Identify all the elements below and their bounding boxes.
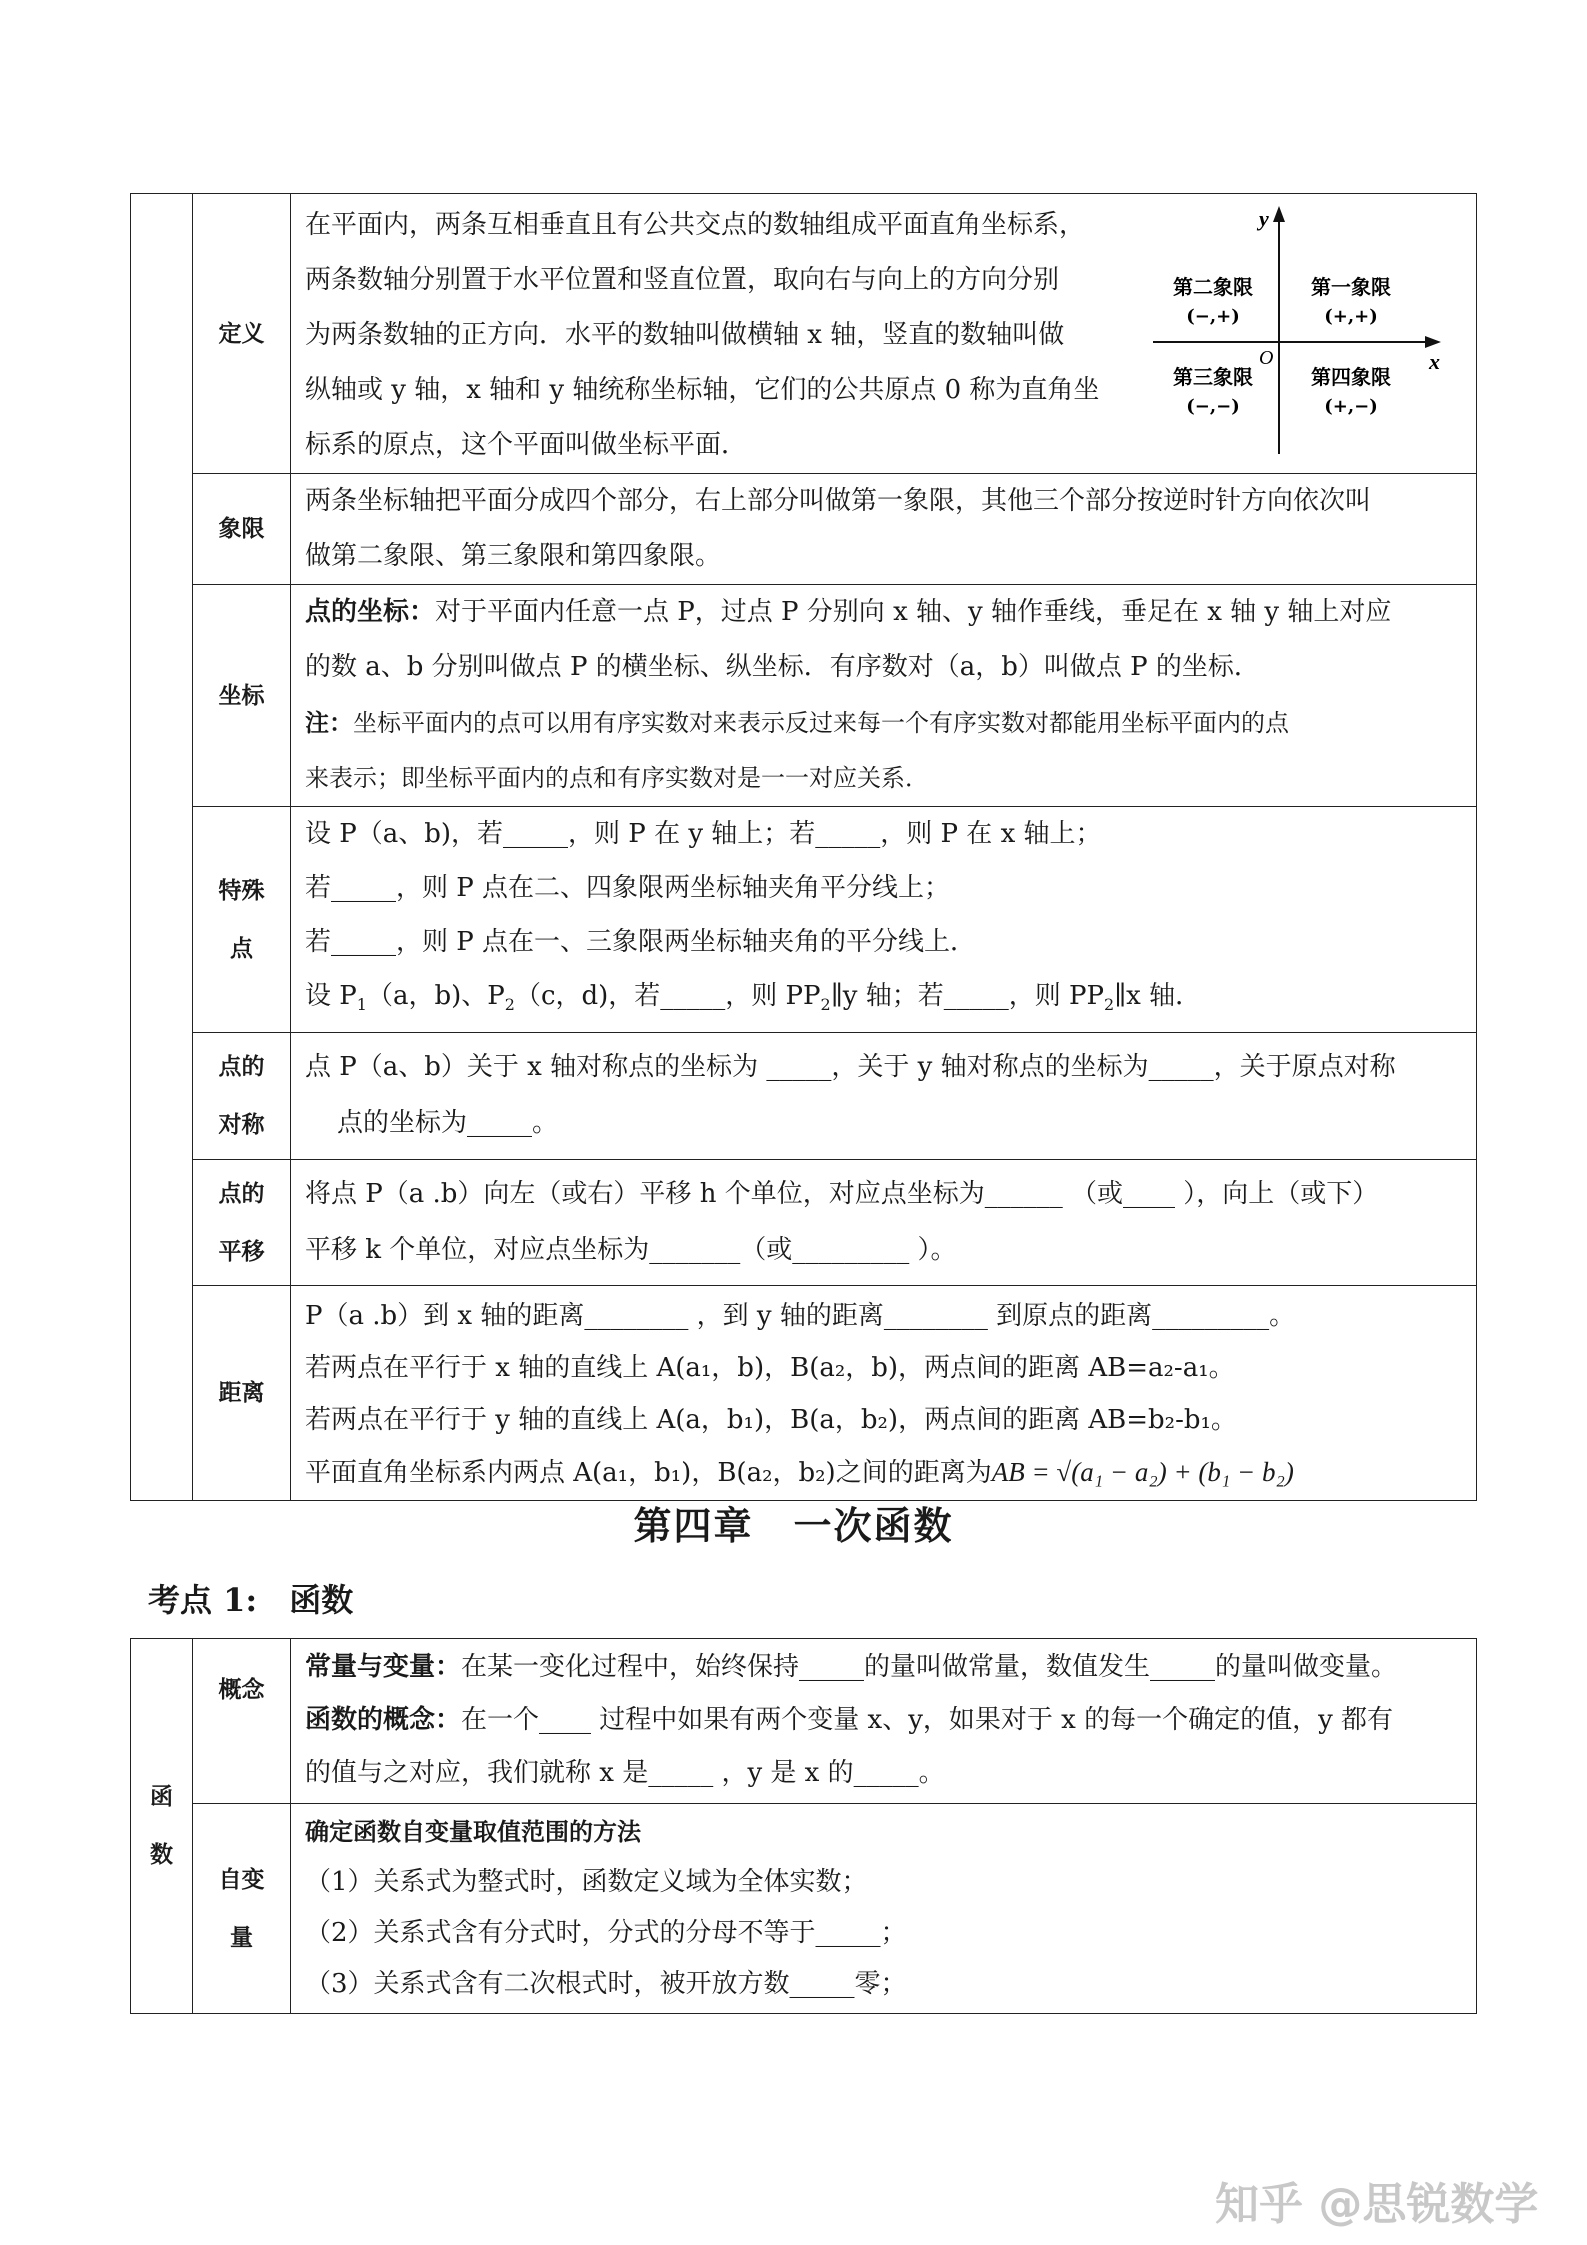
coordinate-text-3: 坐标平面内的点可以用有序实数对来表示反过来每一个有序实数对都能用坐标平面内的点 xyxy=(353,709,1289,737)
quadrant-content xyxy=(291,474,1477,585)
special-4f: P xyxy=(1086,981,1104,1011)
special-line-4 xyxy=(305,969,1462,1032)
row-label-definition: 定义 xyxy=(193,194,291,474)
row-label-distance: 距离 xyxy=(193,1286,291,1501)
coordinate-system-table xyxy=(130,193,1477,1501)
distance-line-1: P（a .b）到 x 轴的距离________ ，到 y 轴的距离________ 到原点的距离_________。 xyxy=(305,1301,1296,1332)
coordinate-line-1 xyxy=(305,585,1462,640)
table-row xyxy=(131,807,1477,1033)
special-label-b: 点 xyxy=(230,934,253,962)
symmetry-line-2: 点的坐标为_____。 xyxy=(337,1108,559,1139)
quadrant-3-name: 第三象限 xyxy=(1173,365,1253,389)
quadrant-4-name: 第四象限 xyxy=(1311,365,1391,389)
row-label-coordinate: 坐标 xyxy=(193,585,291,807)
outer-label-b: 数 xyxy=(150,1841,173,1868)
table-row xyxy=(131,1639,1477,1804)
definition-line-5: 标系的原点，这个平面叫做坐标平面． xyxy=(305,430,748,460)
coordinate-line-2: 的数 a、b 分别叫做点 P 的横坐标、纵坐标．有序数对（a，b）叫做点 P 的坐标． xyxy=(305,652,1260,682)
special-4b: （a，b)、P xyxy=(366,981,505,1011)
variable-label-a: 自变 xyxy=(218,1865,265,1893)
table-row xyxy=(131,1160,1477,1286)
table-row xyxy=(131,194,1477,474)
table-row xyxy=(131,585,1477,807)
definition-line-3: 为两条数轴的正方向．水平的数轴叫做横轴 x 轴，竖直的数轴叫做 xyxy=(305,320,1065,350)
special-4e: ∥y 轴；若_____，则 P xyxy=(830,981,1087,1011)
concept-text-2: 在一个____ 过程中如果有两个变量 x、y，如果对于 x 的每一个确定的值，y 都有 xyxy=(461,1705,1394,1735)
sub-2c: 2 xyxy=(1103,995,1115,1015)
coordinate-bold-2: 注： xyxy=(305,708,353,737)
special-4g: ∥x 轴． xyxy=(1114,981,1202,1011)
quadrant-diagram xyxy=(1151,204,1451,459)
coordinate-line-4: 来表示；即坐标平面内的点和有序实数对是一一对应关系． xyxy=(305,764,929,792)
variable-line-2: （2）关系式含有分式时，分式的分母不等于_____； xyxy=(305,1918,907,1948)
quadrant-line-2: 做第二象限、第三象限和第四象限。 xyxy=(305,541,722,571)
variable-label-b: 量 xyxy=(230,1923,253,1951)
special-line-2: 若_____，则 P 点在二、四象限两坐标轴夹角平分线上； xyxy=(305,873,951,903)
special-label-a: 特殊 xyxy=(218,876,265,904)
translation-line-2: 平移 k 个单位，对应点坐标为_______（或_________ ）。 xyxy=(305,1235,957,1266)
symmetry-content xyxy=(291,1033,1477,1160)
concept-bold-2: 函数的概念： xyxy=(305,1705,462,1735)
function-table xyxy=(130,1638,1477,2014)
quadrant-2-name: 第二象限 xyxy=(1173,275,1253,299)
definition-line-4: 纵轴或 y 轴，x 轴和 y 轴统称坐标轴，它们的公共原点 0 称为直角坐 xyxy=(305,375,1100,405)
coordinate-line-3 xyxy=(305,695,1462,751)
definition-content xyxy=(291,194,1477,474)
row-label-symmetry xyxy=(193,1033,291,1160)
variable-content xyxy=(291,1804,1477,2014)
translation-content xyxy=(291,1160,1477,1286)
concept-line-3: 的值与之对应，我们就称 x 是_____ ，y 是 x 的_____。 xyxy=(305,1758,945,1788)
definition-line-2: 两条数轴分别置于水平位置和竖直位置，取向右与向上的方向分别 xyxy=(305,265,1060,295)
special-4a: 设 P xyxy=(305,981,357,1011)
quadrant-2-sign: (−,+) xyxy=(1186,306,1240,327)
concept-text-1: 在某一变化过程中，始终保持_____的量叫做常量，数值发生_____的量叫做变量。 xyxy=(461,1652,1398,1682)
row-label-concept: 概念 xyxy=(193,1639,291,1804)
coordinate-bold-1: 点的坐标： xyxy=(305,597,436,627)
outer-label-function xyxy=(131,1639,193,2014)
distance-content xyxy=(291,1286,1477,1501)
concept-content xyxy=(291,1639,1477,1804)
table-row xyxy=(131,1033,1477,1160)
concept-bold-1: 常量与变量： xyxy=(305,1652,462,1682)
translation-line-1: 将点 P（a .b）向左（或右）平移 h 个单位，对应点坐标为______ （或____ ），向上（或下） xyxy=(305,1179,1379,1210)
row-label-special-points xyxy=(193,807,291,1033)
quadrant-line-1: 两条坐标轴把平面分成四个部分，右上部分叫做第一象限，其他三个部分按逆时针方向依次叫 xyxy=(305,486,1372,516)
watermark: 知乎 @思锐数学 xyxy=(1215,2179,1539,2230)
distance-line-4 xyxy=(305,1446,1462,1499)
sub-2b: 2 xyxy=(820,995,831,1015)
distance-line-3: 若两点在平行于 y 轴的直线上 A(a，b₁)，B(a，b₂)，两点间的距离 AB=b₂-b₁。 xyxy=(305,1405,1237,1436)
concept-line-2 xyxy=(305,1694,1462,1747)
distance-text-4: 平面直角坐标系内两点 A(a₁，b₁)，B(a₂，b₂)之间的距离为 xyxy=(305,1458,992,1489)
symmetry-label-a: 点的 xyxy=(218,1053,265,1081)
sub-2: 2 xyxy=(504,995,515,1015)
section-title: 考点 1: 函数 xyxy=(148,1581,354,1619)
coordinate-content xyxy=(291,585,1477,807)
table-row xyxy=(131,1286,1477,1501)
concept-line-1 xyxy=(305,1641,1462,1694)
table-row xyxy=(131,474,1477,585)
distance-line-2: 若两点在平行于 x 轴的直线上 A(a₁，b)，B(a₂，b)，两点间的距离 AB=a₂-a₁。 xyxy=(305,1353,1235,1384)
symmetry-label-b: 对称 xyxy=(218,1111,265,1139)
sub-1: 1 xyxy=(356,995,367,1015)
row-label-quadrant: 象限 xyxy=(193,474,291,585)
symmetry-line-1: 点 P（a、b）关于 x 轴对称点的坐标为 _____，关于 y 轴对称点的坐标为_____，关于原点对称 xyxy=(305,1052,1396,1083)
distance-formula: AB = √(a₁ − a₂) + (b₁ − b₂) xyxy=(991,1457,1294,1488)
variable-heading: 确定函数自变量取值范围的方法 xyxy=(305,1817,641,1846)
translation-label-b: 平移 xyxy=(218,1237,265,1265)
left-blank-column xyxy=(131,194,193,1501)
quadrant-3-sign: (−,−) xyxy=(1186,396,1240,417)
row-label-translation xyxy=(193,1160,291,1286)
quadrant-1-name: 第一象限 xyxy=(1311,275,1391,299)
variable-line-3: （3）关系式含有二次根式时，被开放方数_____零； xyxy=(305,1969,907,1999)
coordinate-text-1: 对于平面内任意一点 P，过点 P 分别向 x 轴、y 轴作垂线，垂足在 x 轴 y 轴上对应 xyxy=(435,597,1392,627)
quadrant-4-sign: (+,−) xyxy=(1324,396,1378,417)
x-axis-label: x xyxy=(1429,349,1440,374)
quadrant-1-sign: (+,+) xyxy=(1324,306,1378,327)
outer-label-a: 函 xyxy=(150,1783,173,1810)
variable-line-1: （1）关系式为整式时，函数定义域为全体实数； xyxy=(305,1867,868,1897)
translation-label-a: 点的 xyxy=(218,1179,265,1207)
special-4c: （c，d)，若_____，则 P xyxy=(514,981,804,1011)
origin-label: O xyxy=(1259,347,1274,369)
definition-line-1: 在平面内，两条互相垂直且有公共交点的数轴组成平面直角坐标系， xyxy=(305,210,1086,240)
table-row xyxy=(131,1804,1477,2014)
chapter-title: 第四章 一次函数 xyxy=(633,1503,954,1548)
special-points-content xyxy=(291,807,1477,1033)
row-label-variable xyxy=(193,1804,291,2014)
y-axis-label: y xyxy=(1259,206,1269,231)
special-line-3: 若_____，则 P 点在一、三象限两坐标轴夹角的平分线上． xyxy=(305,927,977,957)
special-line-1: 设 P（a、b)，若_____，则 P 在 y 轴上；若_____，则 P 在 x 轴上； xyxy=(305,819,1102,849)
special-4d: P xyxy=(803,981,821,1011)
